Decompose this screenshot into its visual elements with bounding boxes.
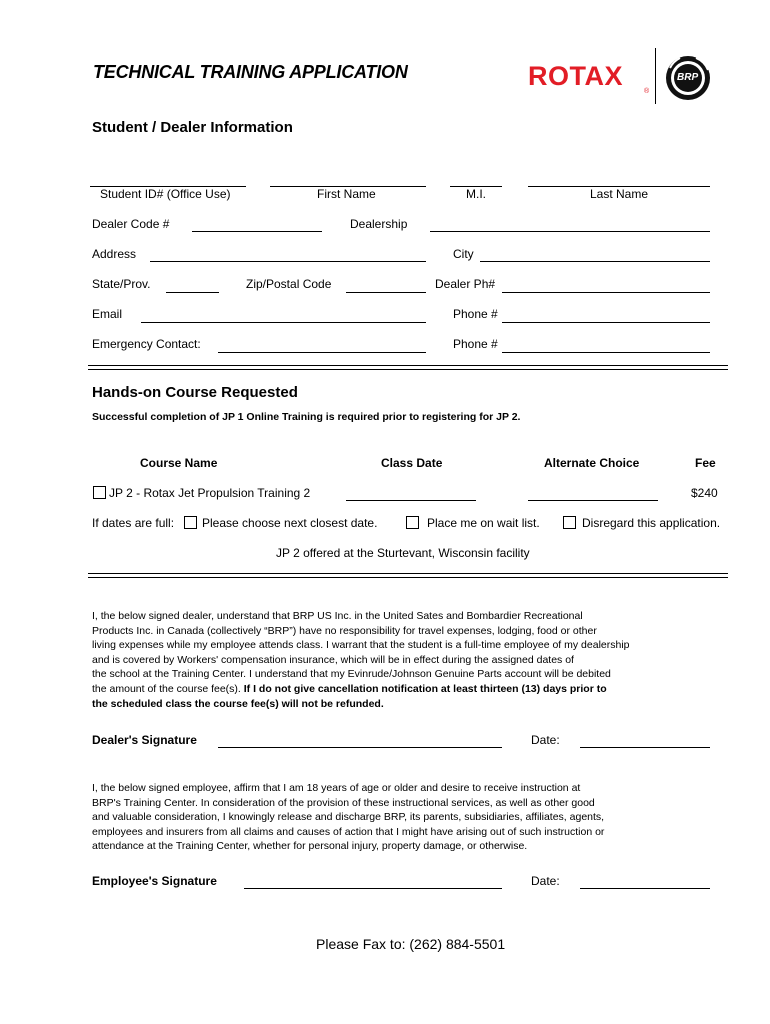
- address-field[interactable]: [150, 261, 426, 262]
- section-divider-top-1: [88, 365, 728, 366]
- brp-logo: [664, 54, 712, 102]
- dealer-agreement-line: the school at the Training Center. I understand that my Evinrude/Johnson Genuine Parts account will be debited: [92, 668, 611, 681]
- student-id-label: Student ID# (Office Use): [100, 187, 231, 201]
- course-name: JP 2 - Rotax Jet Propulsion Training 2: [109, 486, 311, 500]
- employee-date-field[interactable]: [580, 888, 710, 889]
- zip-field[interactable]: [346, 292, 426, 293]
- if-dates-full-label: If dates are full:: [92, 516, 175, 530]
- section-divider-mid-2: [88, 577, 728, 578]
- dealer-date-label: Date:: [531, 733, 560, 747]
- closest-date-label: Please choose next closest date.: [202, 516, 378, 530]
- dealer-signature-field[interactable]: [218, 747, 502, 748]
- rotax-logo: [528, 61, 623, 92]
- student-dealer-heading: Student / Dealer Information: [92, 119, 293, 136]
- phone-label: Phone #: [453, 307, 498, 321]
- city-label: City: [453, 247, 474, 261]
- brp-wordmark: BRP: [677, 72, 699, 83]
- course-fee: $240: [691, 486, 718, 500]
- emergency-contact-label: Emergency Contact:: [92, 337, 201, 351]
- closest-date-checkbox[interactable]: [184, 516, 197, 529]
- facility-note: JP 2 offered at the Sturtevant, Wisconsin facility: [276, 546, 530, 560]
- dealership-field[interactable]: [430, 231, 710, 232]
- employee-date-label: Date:: [531, 874, 560, 888]
- address-label: Address: [92, 247, 137, 261]
- emergency-phone-label: Phone #: [453, 337, 498, 351]
- employee-agreement-line: and valuable consideration, I knowingly release and discharge BRP, its parents, subsidiaries, affiliates, agents,: [92, 811, 605, 824]
- form-title: TECHNICAL TRAINING APPLICATION: [93, 62, 408, 82]
- refund-notice: the scheduled class the course fee(s) will not be refunded.: [92, 697, 384, 710]
- dealer-agreement-line: [92, 682, 630, 697]
- employee-agreement-line: BRP's Training Center. In consideration of the provision of these instructional services, as well as other good: [92, 796, 595, 809]
- fee-debit-text: the amount of the course fee(s).: [92, 682, 244, 695]
- employee-signature-field[interactable]: [244, 888, 502, 889]
- dealer-code-field[interactable]: [192, 231, 322, 232]
- fax-number: Please Fax to: (262) 884-5501: [316, 936, 506, 952]
- prerequisite-note: Successful completion of JP 1 Online Training is required prior to registering for JP 2.: [92, 411, 521, 423]
- emergency-contact-field[interactable]: [218, 352, 426, 353]
- section-divider-top-2: [88, 369, 728, 370]
- alternate-choice-field[interactable]: [528, 500, 658, 501]
- column-alternate-choice: Alternate Choice: [544, 456, 640, 470]
- city-field[interactable]: [480, 261, 710, 262]
- column-class-date: Class Date: [381, 456, 443, 470]
- column-course-name: Course Name: [140, 456, 218, 470]
- course-heading: Hands-on Course Requested: [92, 384, 298, 401]
- state-label: State/Prov.: [92, 277, 151, 291]
- dealer-agreement-line: Products Inc. in Canada (collectively “BRP”) have no responsibility for travel expenses, lodging, food or other: [92, 624, 597, 637]
- rotax-wordmark: ROTAX: [528, 61, 623, 91]
- email-field[interactable]: [141, 322, 426, 323]
- first-name-label: First Name: [317, 187, 376, 201]
- wait-list-checkbox[interactable]: [406, 516, 419, 529]
- emergency-phone-field[interactable]: [502, 352, 710, 353]
- disregard-label: Disregard this application.: [582, 516, 721, 530]
- employee-agreement-line: attendance at the Training Center, whether for personal injury, property damage, or otherwise.: [92, 840, 528, 853]
- class-date-field[interactable]: [346, 500, 476, 501]
- section-divider-mid-1: [88, 573, 728, 574]
- registered-mark: ®: [644, 88, 650, 95]
- last-name-label: Last Name: [590, 187, 649, 201]
- dealership-label: Dealership: [350, 217, 408, 231]
- dealer-signature-label: Dealer's Signature: [92, 733, 197, 747]
- email-label: Email: [92, 307, 123, 321]
- employee-signature-label: Employee's Signature: [92, 874, 217, 888]
- employee-agreement-text: [92, 781, 604, 854]
- dealer-agreement-text: [92, 609, 630, 711]
- mi-label: M.I.: [466, 187, 486, 201]
- dealer-agreement-line: living expenses while my employee attends class. I warrant that the student is a full-time employee of my dealership: [92, 639, 630, 652]
- logo-divider: [655, 48, 656, 104]
- dealer-phone-field[interactable]: [502, 292, 710, 293]
- cancellation-notice: If I do not give cancellation notification at least thirteen (13) days prior to: [243, 682, 607, 695]
- dealer-date-field[interactable]: [580, 747, 710, 748]
- state-field[interactable]: [166, 292, 219, 293]
- phone-field[interactable]: [502, 322, 710, 323]
- zip-label: Zip/Postal Code: [246, 277, 332, 291]
- disregard-checkbox[interactable]: [563, 516, 576, 529]
- employee-agreement-line: I, the below signed employee, affirm that I am 18 years of age or older and desire to receive instruction at: [92, 782, 581, 794]
- dealer-phone-label: Dealer Ph#: [435, 277, 496, 291]
- course-checkbox[interactable]: [93, 486, 106, 499]
- wait-list-label: Place me on wait list.: [427, 516, 540, 530]
- dealer-agreement-line: and is covered by Workers' compensation insurance, which will be in effect during the assigned dates of: [92, 653, 574, 666]
- employee-agreement-line: employees and insurers from all claims and causes of action that I might have arising out of such instruction or: [92, 825, 605, 838]
- column-fee: Fee: [695, 456, 716, 470]
- dealer-agreement-line: I, the below signed dealer, understand that BRP US Inc. in the United Sates and Bombardier Recreational: [92, 610, 583, 622]
- dealer-code-label: Dealer Code #: [92, 217, 170, 231]
